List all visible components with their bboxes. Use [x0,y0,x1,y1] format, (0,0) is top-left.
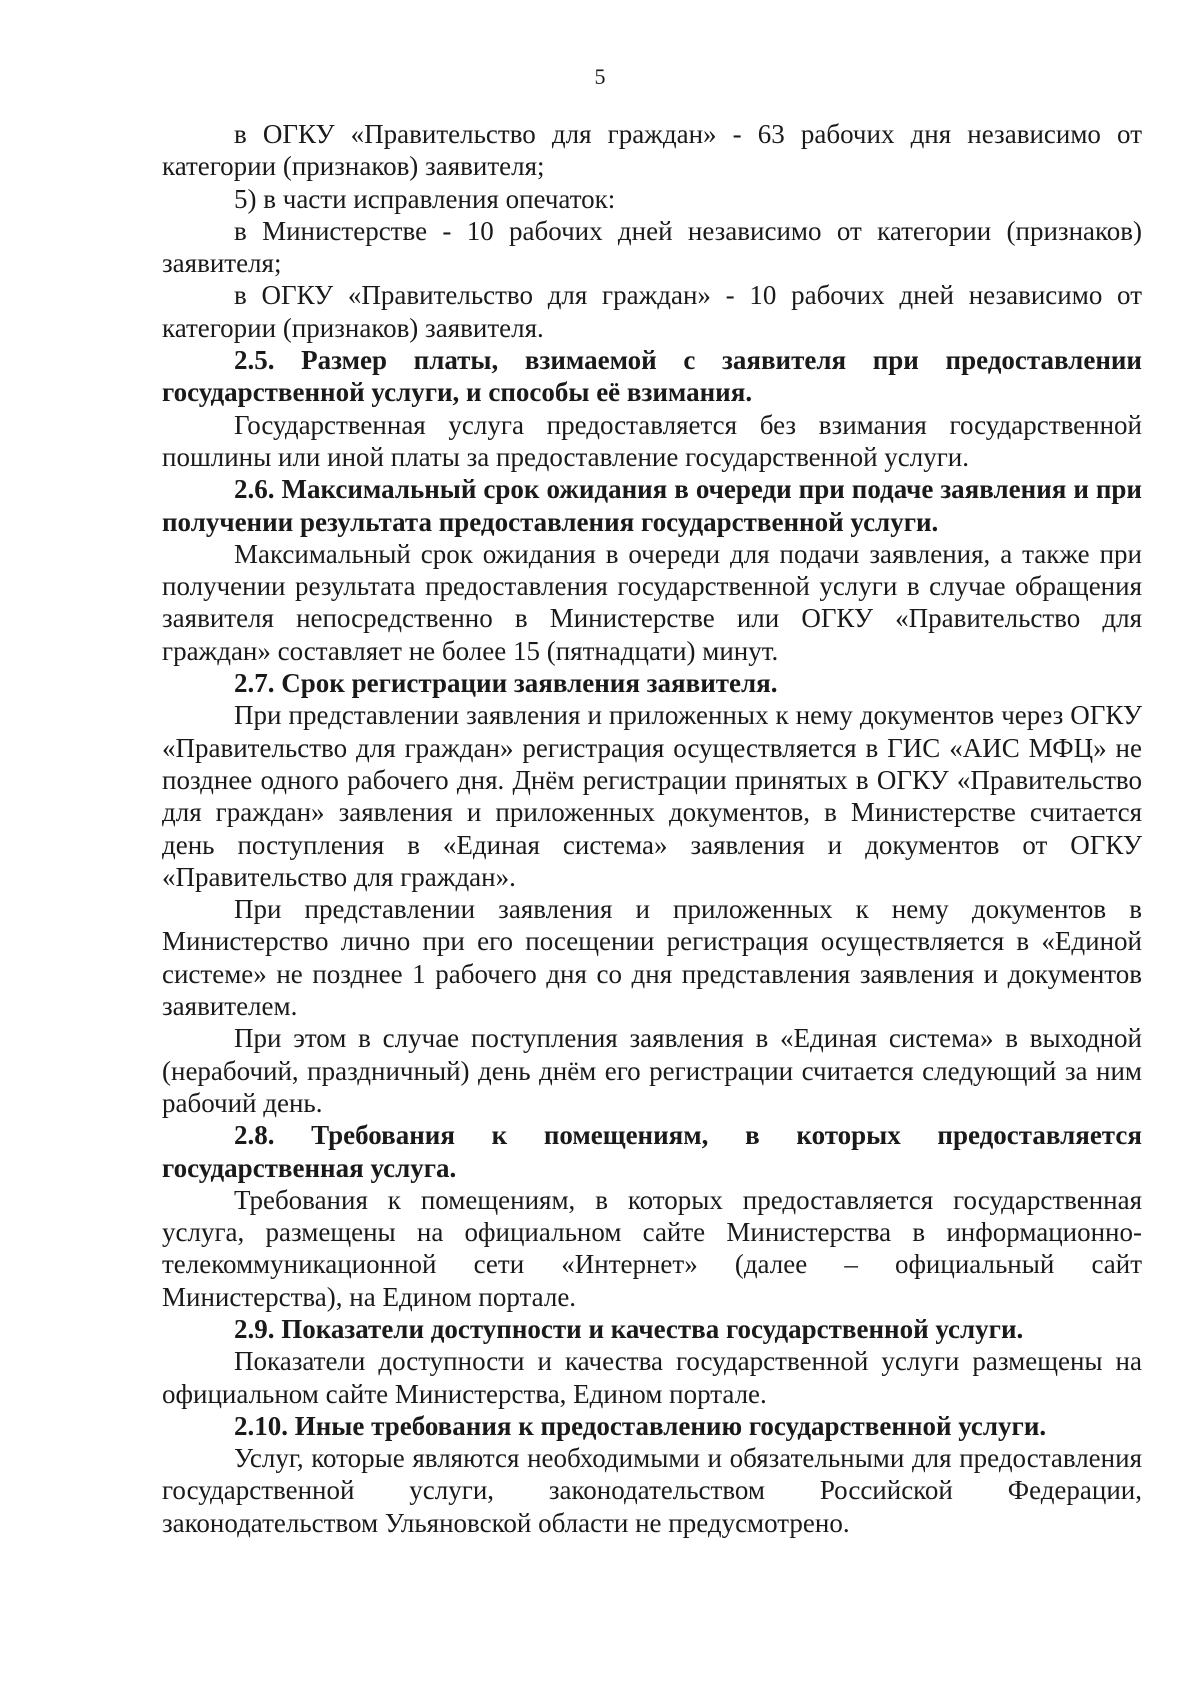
section-heading-2-10: 2.10. Иные требования к предоставлению государственной услуги. [234,1410,1047,1441]
paragraph: 5) в части исправления опечаток: [234,183,616,214]
section-heading-2-5: 2.5. Размер платы, взимаемой с заявителя при предоставлении государственной услуги, и способы её взимания. [162,345,1142,408]
paragraph: Государственная услуга предоставляется без взимания государственной пошлины или иной платы за предоставление государственной услуги. [162,409,1142,472]
paragraph: Показатели доступности и качества государственной услуги размещены на официальном сайте Министерства, Едином портале. [162,1346,1142,1409]
document-body [162,118,1142,1539]
section-heading-2-6: 2.6. Максимальный срок ожидания в очереди при подаче заявления и при получении результата предоставления государственной услуги. [162,474,1142,537]
paragraph: Услуг, которые являются необходимыми и обязательными для предоставления государственной услуги, законодательством Российской Федерации, законодательством Ульяновской области не предусмотрено. [162,1443,1142,1538]
paragraph: Максимальный срок ожидания в очереди для подачи заявления, а также при получении результата предоставления государственной услуги в случае обращения заявителя непосредственно в Министерстве или ОГКУ «Правительство для граждан» составляет не более 15 (пятнадцати) минут. [162,538,1142,666]
section-heading-2-7: 2.7. Срок регистрации заявления заявителя. [234,668,778,699]
page-number: 5 [594,64,606,89]
paragraph: При представлении заявления и приложенных к нему документов в Министерство лично при его посещении регистрация осуществляется в «Единой системе» не позднее 1 рабочего дня со дня представления заявления и документов заявителем. [162,894,1142,1022]
section-heading-2-9: 2.9. Показатели доступности и качества государственной услуги. [234,1313,1024,1344]
paragraph: в ОГКУ «Правительство для граждан» - 10 рабочих дней независимо от категории (признаков) заявителя. [162,280,1142,343]
section-heading-2-8: 2.8. Требования к помещениям, в которых предоставляется государственная услуга. [162,1120,1142,1183]
paragraph: в Министерстве - 10 рабочих дней независимо от категории (признаков) заявителя; [162,215,1142,279]
paragraph: При представлении заявления и приложенных к нему документов через ОГКУ «Правительство для граждан» регистрация осуществляется в ГИС «АИС МФЦ» не позднее одного рабочего дня. Днём регистрации принятых в ОГКУ «Правительство для граждан» заявления и приложенных документов, в Министерстве считается день поступления в «Единая система» заявления и документов от ОГКУ «Правительство для граждан». [162,700,1142,892]
paragraph: При этом в случае поступления заявления в «Единая система» в выходной (нерабочий, праздничный) день днём его регистрации считается следующий за ним рабочий день. [162,1023,1142,1118]
paragraph: Требования к помещениям, в которых предоставляется государственная услуга, размещены на официальном сайте Министерства в информационно-телекоммуникационной сети «Интернет» (далее – официальный сайт Министерства), на Едином портале. [162,1184,1142,1312]
paragraph: в ОГКУ «Правительство для граждан» - 63 рабочих дня независимо от категории (признаков) заявителя; [162,119,1142,182]
